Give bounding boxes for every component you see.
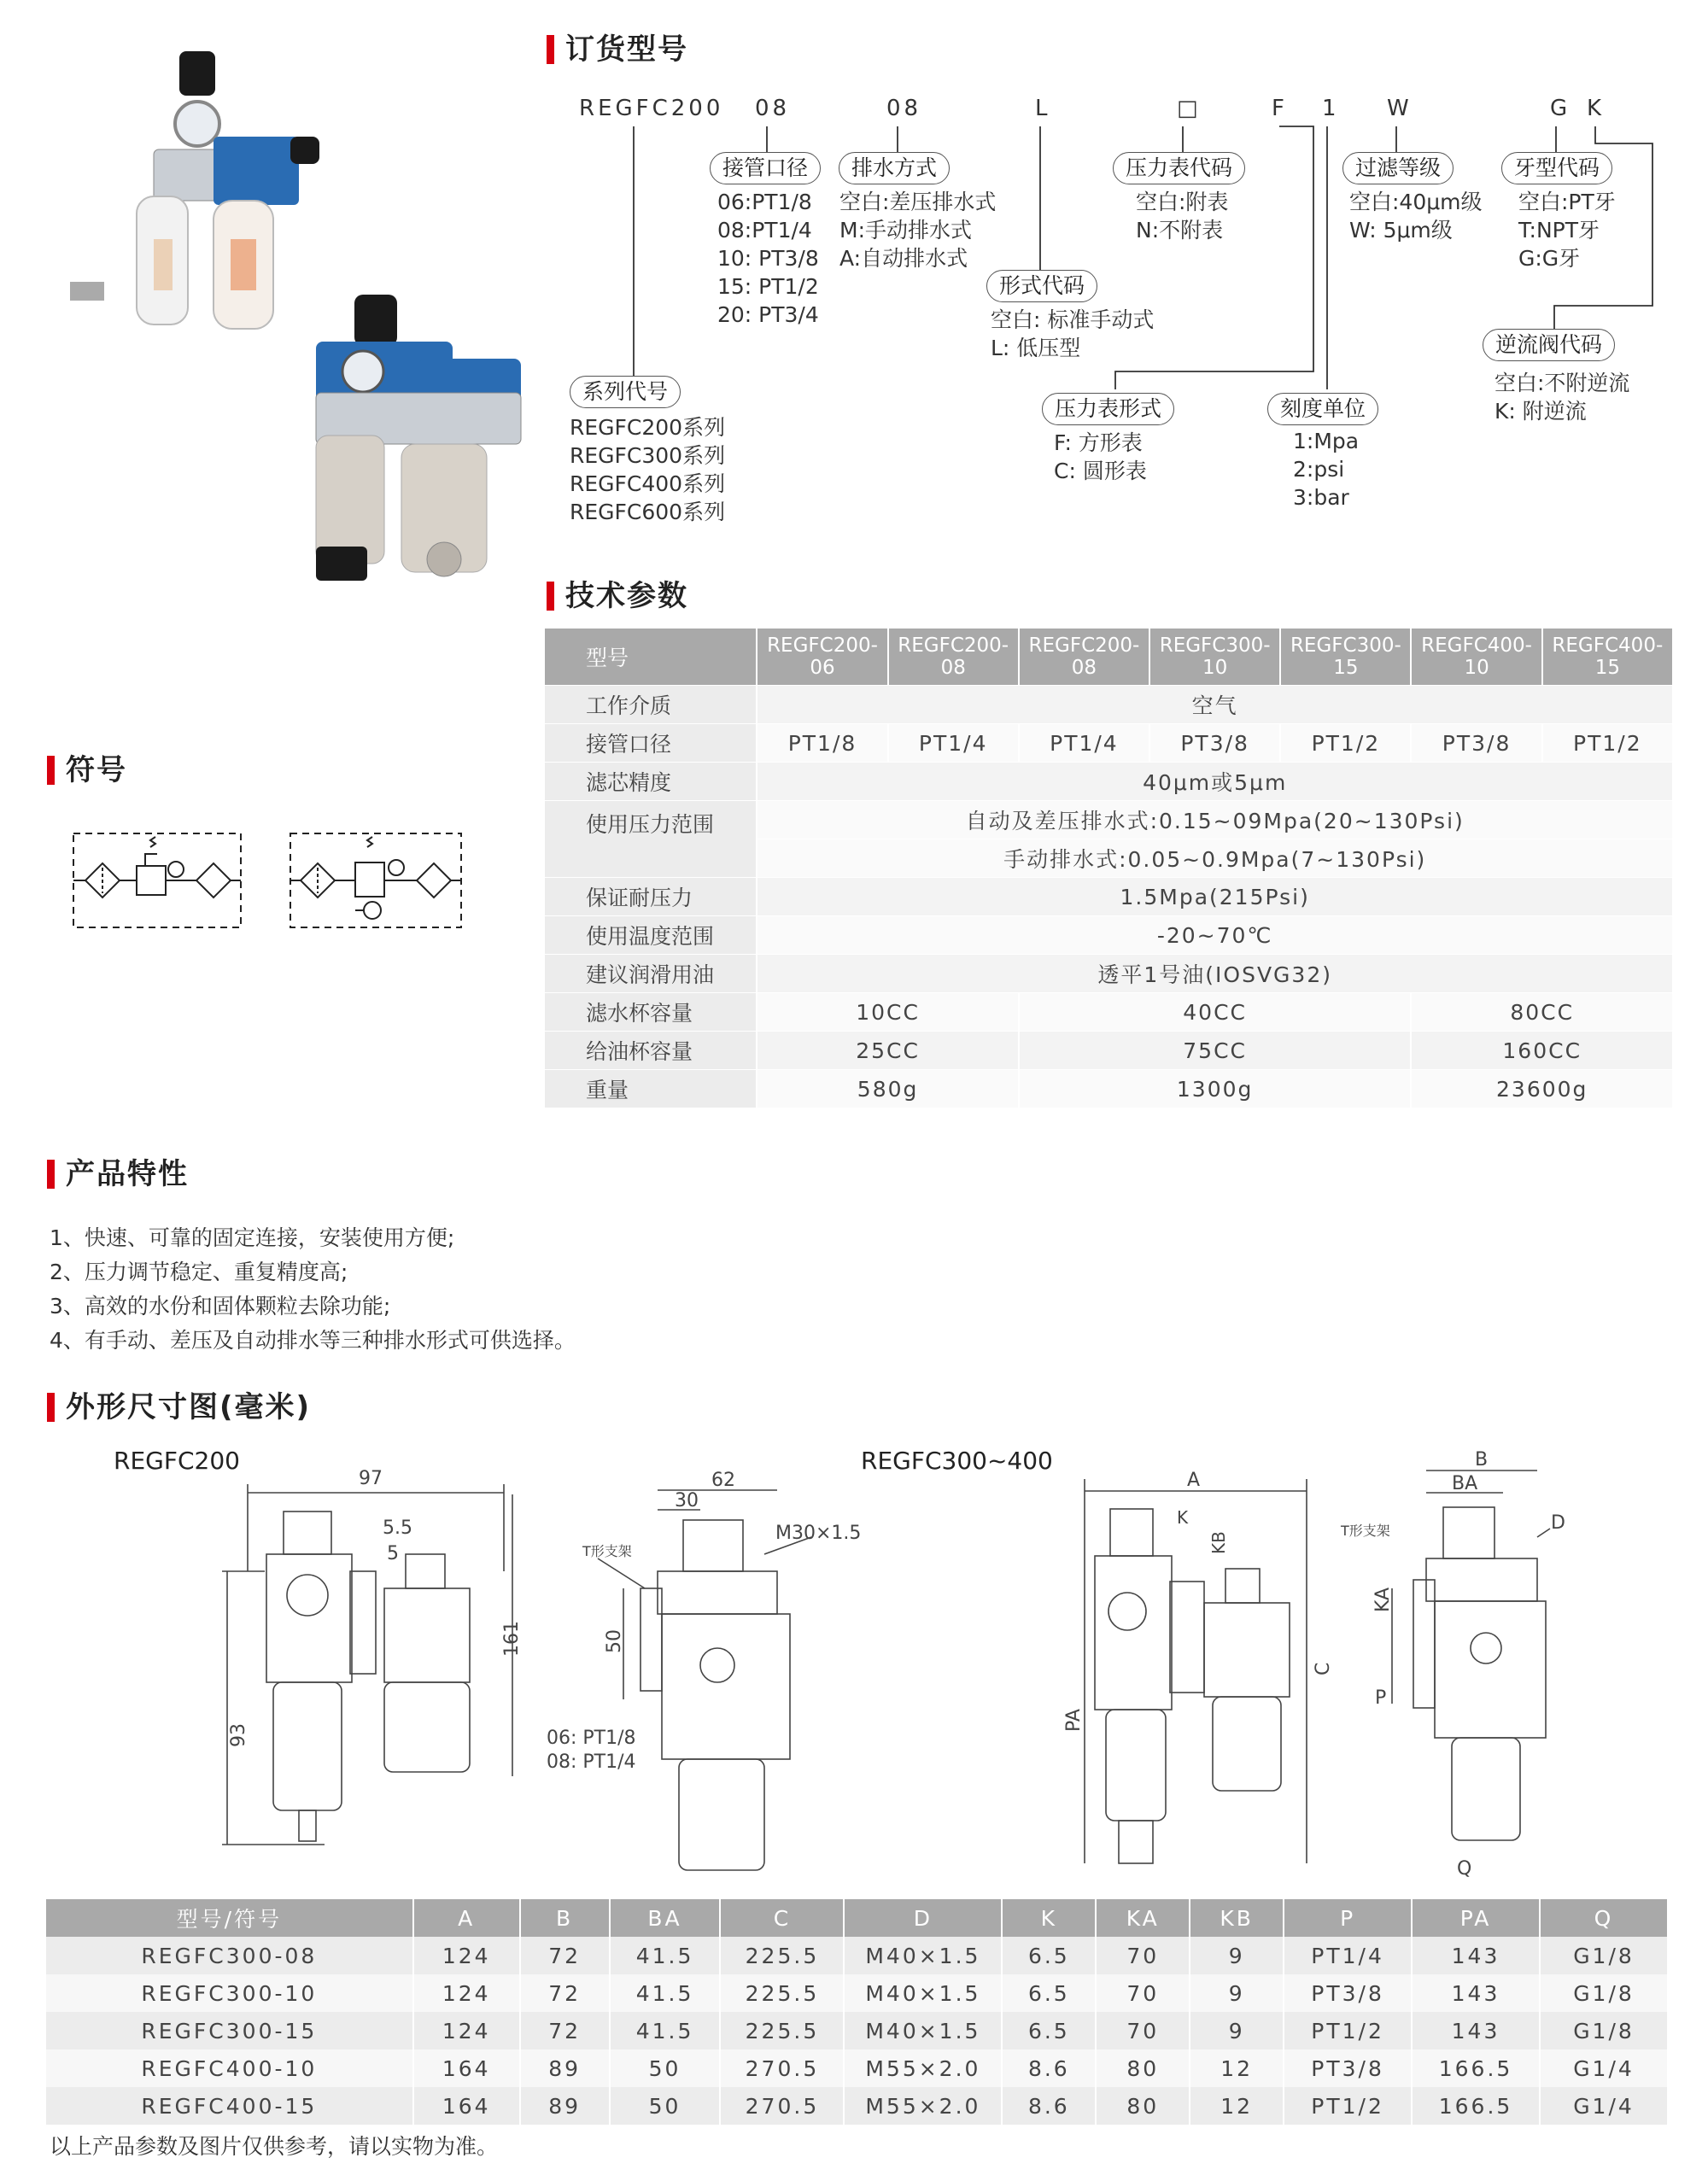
- features-list: [50, 1221, 576, 1358]
- code-style: L: [1035, 96, 1051, 121]
- code-gauge-type: F: [1272, 96, 1288, 121]
- pill-drain: 排水方式: [839, 152, 950, 184]
- table-row: REGFC300-08 124 72 41.5 225.5 M40×1.5 6.5 70 9 PT1/4 143 G1/8: [46, 1937, 1668, 1974]
- drawing-regfc300-side: [1332, 1443, 1588, 1879]
- spec-model: REGFC200-08: [1019, 629, 1149, 686]
- dimensions-title: 外形尺寸图(毫米): [47, 1390, 311, 1424]
- dim-label: PA: [1063, 1709, 1085, 1732]
- spec-row: 使用温度范围 -20~70℃: [545, 916, 1673, 955]
- dim-label: Q: [1457, 1858, 1472, 1880]
- pill-gauge: 压力表代码: [1113, 152, 1245, 184]
- table-row: REGFC300-10 124 72 41.5 225.5 M40×1.5 6.5 70 9 PT3/8 143 G1/8: [46, 1974, 1668, 2012]
- spec-row: 工作介质 空气: [545, 686, 1673, 724]
- spec-header-label: 型号: [545, 629, 757, 686]
- dim-label: 93: [228, 1723, 249, 1747]
- symbol-title: 符号: [47, 753, 127, 787]
- spec-model: REGFC200-06: [757, 629, 887, 686]
- feature-item: 3、高效的水份和固体颗粒去除功能;: [50, 1294, 391, 1319]
- pill-series: 系列代号: [570, 376, 681, 408]
- table-row: REGFC400-15 164 89 50 270.5 M55×2.0 8.6 80 12 PT1/2 166.5 G1/4: [46, 2087, 1668, 2125]
- opts-series: REGFC200系列 REGFC300系列 REGFC400系列 REGFC600系列: [570, 415, 726, 524]
- spec-row: 建议润滑用油 透平1号油(IOSVG32): [545, 955, 1673, 993]
- opts-check: 空白:不附逆流 K: 附逆流: [1494, 371, 1630, 424]
- opts-gauge-type: F: 方形表 C: 圆形表: [1054, 430, 1147, 483]
- order-model-title: 订货型号: [547, 32, 688, 67]
- code-thread: G: [1550, 96, 1571, 121]
- dim-label: 97: [359, 1468, 383, 1489]
- dim-label: 5: [387, 1543, 399, 1564]
- spec-header-row: [545, 629, 1673, 686]
- code-check: K: [1587, 96, 1606, 121]
- spec-model: REGFC400-15: [1542, 629, 1673, 686]
- opts-thread: 空白:PT牙 T:NPT牙 G:G牙: [1518, 190, 1616, 271]
- tech-params-title: 技术参数: [547, 579, 688, 613]
- spec-model: REGFC300-15: [1280, 629, 1411, 686]
- opts-filter: 空白:40μm级 W: 5μm级: [1349, 190, 1483, 243]
- spec-row: 手动排水式:0.05~0.9Mpa(7~130Psi): [545, 839, 1673, 878]
- pneumatic-symbols: [68, 828, 478, 931]
- opts-drain: 空白:差压排水式 M:手动排水式 A:自动排水式: [839, 190, 997, 271]
- spec-row: 使用压力范围 自动及差压排水式:0.15~09Mpa(20~130Psi): [545, 801, 1673, 839]
- spec-table: [545, 629, 1674, 1108]
- drawing-right-title: REGFC300~400: [861, 1447, 1053, 1475]
- spec-row: 给油杯容量 25CC 75CC 160CC: [545, 1032, 1673, 1070]
- pill-port: 接管口径: [710, 152, 821, 184]
- features-title: 产品特性: [47, 1157, 189, 1191]
- table-row: REGFC300-15 124 72 41.5 225.5 M40×1.5 6.5 70 9 PT1/2 143 G1/8: [46, 2012, 1668, 2049]
- pill-filter: 过滤等级: [1342, 152, 1454, 184]
- spec-row: 重量 580g 1300g 23600g: [545, 1070, 1673, 1108]
- code-series: REGFC200: [579, 96, 724, 121]
- dim-label: C: [1313, 1662, 1334, 1675]
- opts-gauge: 空白:附表 N:不附表: [1136, 190, 1229, 243]
- spec-model: REGFC300-10: [1149, 629, 1280, 686]
- dim-label: BA: [1452, 1473, 1478, 1494]
- code-drain: 08: [886, 96, 922, 121]
- pill-thread: 牙型代码: [1501, 152, 1612, 184]
- spec-model: REGFC200-08: [888, 629, 1019, 686]
- pill-gauge-type: 压力表形式: [1042, 393, 1174, 425]
- dim-label: M30×1.5: [775, 1523, 862, 1544]
- spec-row: 滤芯精度 40μm或5μm: [545, 763, 1673, 801]
- spec-model: REGFC400-10: [1411, 629, 1541, 686]
- opts-style: 空白: 标准手动式 L: 低压型: [991, 307, 1155, 360]
- pill-scale: 刻度单位: [1267, 393, 1378, 425]
- dim-label: A: [1187, 1470, 1201, 1491]
- feature-item: 1、快速、可靠的固定连接，安装使用方便;: [50, 1225, 455, 1250]
- dim-label: D: [1551, 1512, 1565, 1534]
- dim-label: 62: [711, 1470, 735, 1491]
- pill-style: 形式代码: [986, 270, 1097, 302]
- dim-label: K: [1177, 1507, 1189, 1528]
- opts-port: 06:PT1/8 08:PT1/4 10: PT3/8 15: PT1/2 20: PT3/4: [717, 190, 819, 327]
- code-port: 08: [755, 96, 791, 121]
- code-gauge: □: [1177, 96, 1202, 121]
- dim-label: 161: [501, 1621, 523, 1657]
- code-scale: 1: [1322, 96, 1340, 121]
- drawing-regfc300-front: [1042, 1462, 1334, 1880]
- drawing-regfc200-side: [547, 1460, 888, 1870]
- table-row: REGFC400-10 164 89 50 270.5 M55×2.0 8.6 80 12 PT3/8 166.5 G1/4: [46, 2049, 1668, 2087]
- drawing-regfc200-front: [222, 1469, 547, 1879]
- dimension-table: [46, 1899, 1669, 2125]
- dim-label: B: [1475, 1449, 1489, 1471]
- spec-row: 滤水杯容量 10CC 40CC 80CC: [545, 993, 1673, 1032]
- opts-scale: 1:Mpa 2:psi 3:bar: [1293, 429, 1360, 510]
- dim-label: T形支架: [1341, 1523, 1390, 1539]
- dim-label: 5.5: [383, 1517, 412, 1539]
- dim-label: T形支架: [582, 1543, 632, 1559]
- pill-check: 逆流阀代码: [1483, 329, 1615, 361]
- feature-item: 4、有手动、差压及自动排水等三种排水形式可供选择。: [50, 1328, 576, 1353]
- dim-header-row: 型号/符号 A B BA C D K KA KB P PA Q: [46, 1899, 1668, 1937]
- dim-label: 08: PT1/4: [547, 1751, 636, 1773]
- dim-label: 30: [675, 1490, 699, 1511]
- feature-item: 2、压力调节稳定、重复精度高;: [50, 1260, 348, 1284]
- code-filter: W: [1387, 96, 1413, 121]
- dim-label: KA: [1372, 1587, 1394, 1612]
- dim-label: P: [1375, 1687, 1387, 1709]
- spec-row: 接管口径 PT1/8 PT1/4 PT1/4 PT3/8 PT1/2 PT3/8 PT1/2: [545, 724, 1673, 763]
- dim-label: 50: [604, 1629, 625, 1653]
- dim-label: 06: PT1/8: [547, 1728, 636, 1749]
- footer-note: 以上产品参数及图片仅供参考，请以实物为准。: [50, 2134, 499, 2159]
- dim-label: KB: [1208, 1531, 1229, 1554]
- spec-row: 保证耐压力 1.5Mpa(215Psi): [545, 878, 1673, 916]
- drawing-left-title: REGFC200: [114, 1447, 240, 1475]
